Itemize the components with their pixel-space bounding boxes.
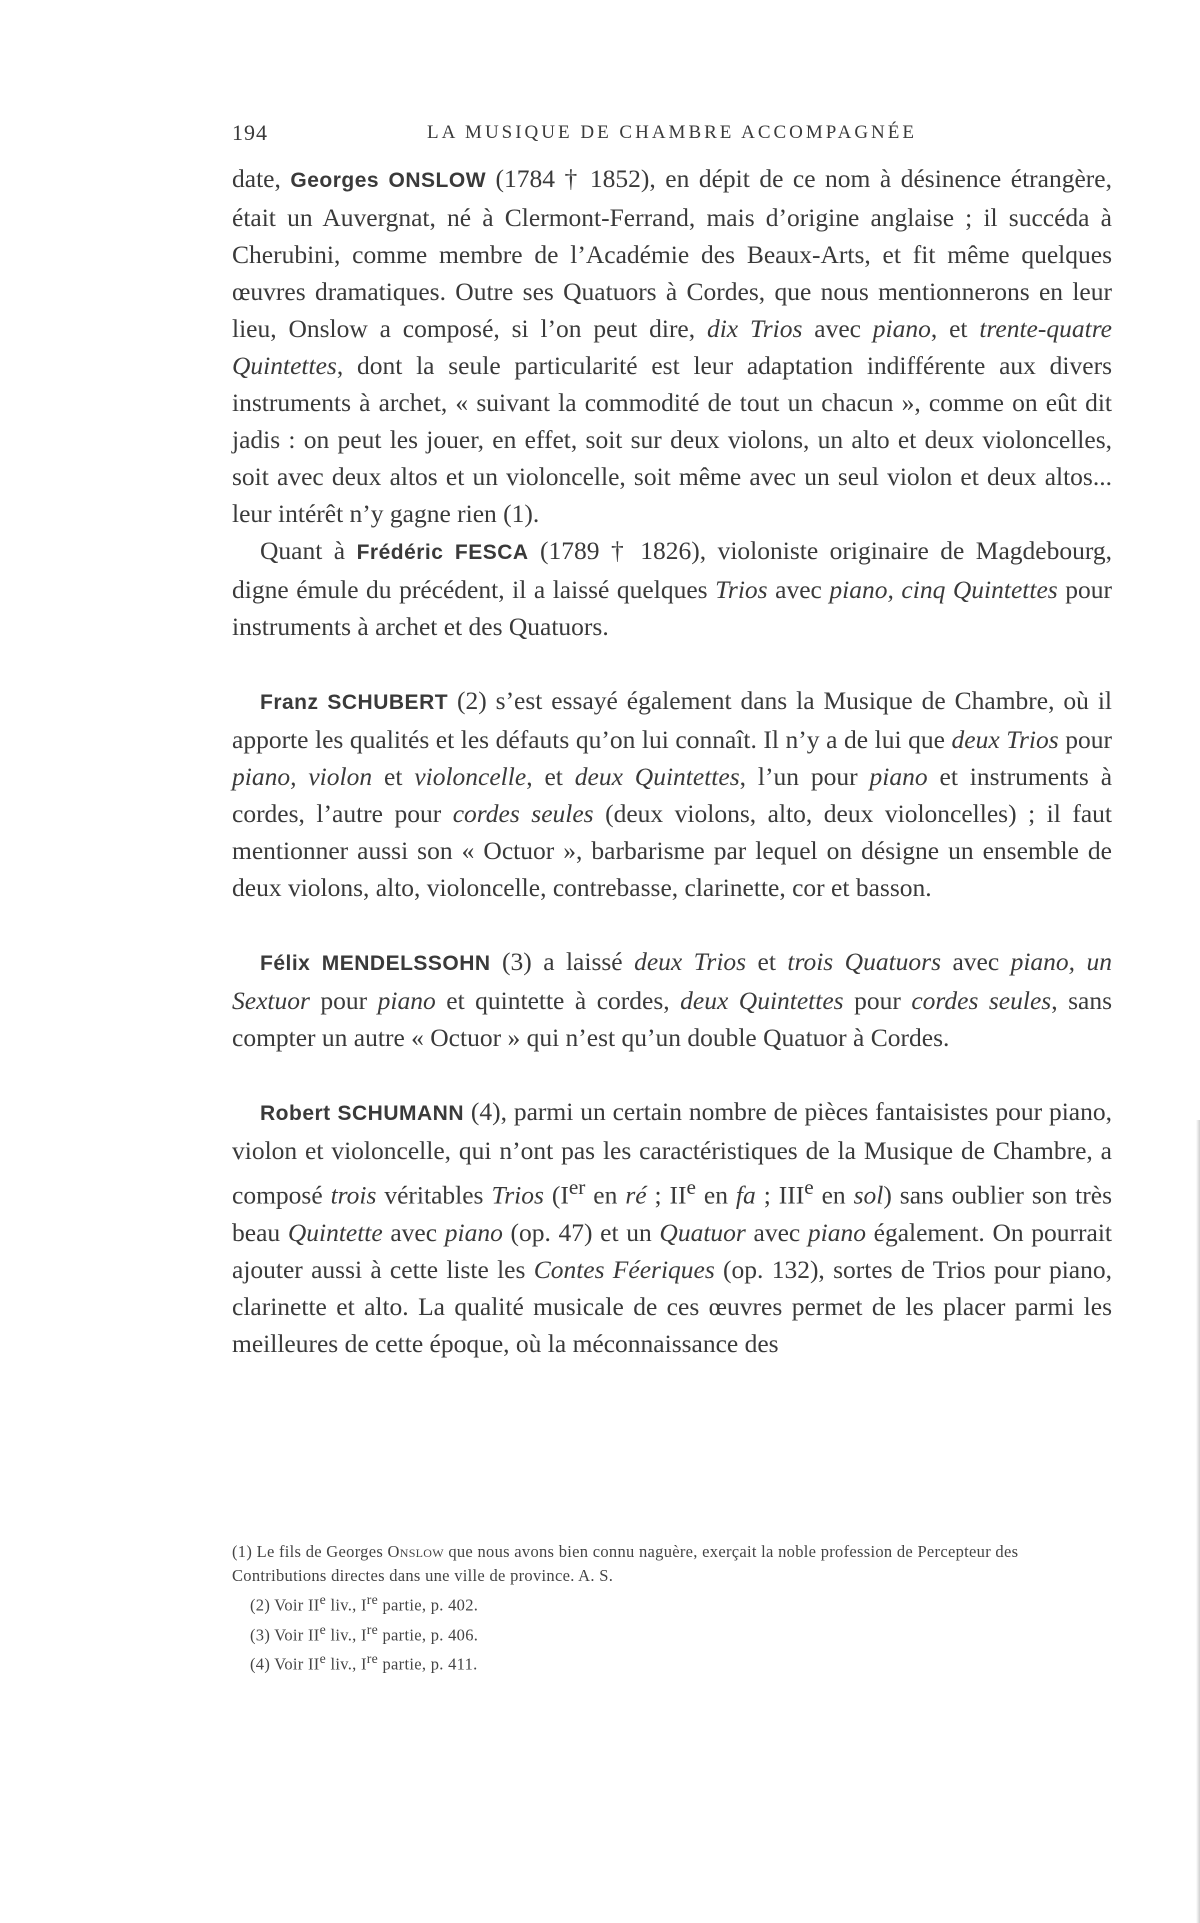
footnote-1 [232, 1540, 1112, 1588]
composer-name: Franz SCHUBERT [260, 691, 449, 714]
italic-span: deux Trios [634, 947, 747, 976]
text-span: ) sans oublier son très beau [232, 1180, 1112, 1247]
running-head [232, 120, 1112, 150]
italic-span: sol [853, 1180, 884, 1210]
text-span: Quant à [260, 536, 357, 565]
composer-name: Robert SCHUMANN [260, 1102, 464, 1125]
text-span: en [585, 1180, 626, 1210]
superscript: re [366, 1621, 379, 1637]
text-span: pour [843, 986, 912, 1015]
text-span: (3) a laissé [490, 947, 635, 976]
italic-span: piano, un Sextuor [232, 947, 1112, 1015]
footnotes [232, 1540, 1112, 1677]
text-span: liv., I [326, 1654, 367, 1674]
italic-span: Trios [715, 575, 768, 604]
text-span: également. On pourrait ajouter aussi à cette liste les [232, 1217, 1112, 1284]
text-span: et instruments à cordes, l’autre pour [232, 762, 1113, 828]
text-span: avec [941, 947, 1011, 976]
text-span: (1) Le fils de Georges [232, 1542, 388, 1561]
paragraph-mendelssohn [232, 943, 1112, 1056]
superscript: e [804, 1175, 814, 1199]
text-span: (op. 47) et un [502, 1217, 660, 1247]
italic-span: dix Trios [706, 314, 803, 343]
text-span: date, [232, 164, 291, 193]
italic-span: fa [735, 1180, 756, 1210]
text-span: , sans compter un autre « Octuor » qui n’est qu’un double Quatuor à Cordes. [232, 986, 1112, 1052]
footnote-4 [232, 1647, 1112, 1677]
text-span: partie, p. 411. [378, 1654, 478, 1674]
paragraph-schumann [232, 1093, 1112, 1362]
text-span: pour [309, 986, 378, 1015]
text-span: (2) s’est essayé également dans la Musique de Chambre, où il apporte les qualités et les défauts qu’on lui connaît. Il n’y a de lui que [232, 686, 1112, 754]
composer-name: Félix MENDELSSOHN [260, 952, 491, 975]
text-span: pour instruments à archet et des Quatuors. [232, 575, 1112, 641]
text-span: avec [745, 1217, 808, 1247]
italic-span: cordes seules [911, 986, 1052, 1015]
text-span: que nous avons bien connu naguère, exerçait la noble profession de Percepteur des Contributions directes dans une ville de province. A. S. [232, 1542, 1019, 1585]
text-span: ; III [755, 1180, 805, 1210]
text-span: en [813, 1180, 854, 1210]
footnote-2 [232, 1588, 1112, 1618]
text-span: et [746, 947, 788, 976]
italic-span: trois Quatuors [787, 947, 941, 976]
italic-span: piano, cinq Quintettes [829, 575, 1058, 604]
italic-span: Quintette [287, 1217, 383, 1247]
text-span: (1784 † 1852), en dépit de ce nom à désinence étrangère, était un Auvergnat, né à Clermont-Ferrand, mais d’origine anglaise ; il succéda à Cherubini, comme membre de l’Académie des Beaux-Arts, et fit même quelques œuvres dramatiques. Outre ses Quatuors à Cordes, que nous mentionnerons en leur lieu, Onslow a composé, si l’on peut dire, [232, 164, 1112, 343]
superscript: e [319, 1592, 327, 1607]
superscript: re [366, 1592, 379, 1607]
superscript: er [568, 1175, 586, 1199]
text-span: en [695, 1180, 736, 1210]
scan-edge-shadow [1196, 1120, 1200, 1923]
italic-span: deux Quintettes [574, 762, 740, 791]
running-title: LA MUSIQUE DE CHAMBRE ACCOMPAGNÉE [427, 122, 917, 143]
text-span: (2) Voir II [250, 1595, 320, 1615]
text-span: pour [1058, 725, 1112, 754]
italic-span: piano [869, 762, 928, 791]
text-span: (4) Voir II [250, 1654, 320, 1674]
italic-span: cordes seules [452, 799, 594, 828]
text-span: , et [526, 762, 575, 791]
text-span: partie, p. 406. [378, 1625, 479, 1644]
italic-span: Trios [491, 1180, 544, 1210]
text-span: (deux violons, alto, deux violoncelles) ; il faut mentionner aussi son « Octuor », barbarisme par lequel on désigne un ensemble de deux violons, alto, violoncelle, contrebasse, clarinette, cor et basson. [232, 799, 1112, 902]
superscript: e [319, 1651, 327, 1666]
text-span: (1789 † 1826), violoniste originaire de Magdebourg, digne émule du précédent, il a laissé quelques [232, 536, 1112, 604]
composer-name: Frédéric FESCA [356, 541, 529, 564]
page-number: 194 [232, 120, 268, 145]
superscript: e [319, 1621, 327, 1637]
italic-span: piano, violon [232, 762, 373, 791]
italic-span: trente-quatre Quintettes [232, 314, 1112, 380]
text-span: partie, p. 402. [378, 1595, 479, 1615]
italic-span: Quatuor [659, 1217, 746, 1247]
smallcaps-span: Onslow [387, 1542, 444, 1561]
italic-span: violoncelle [414, 762, 527, 791]
paragraph-onslow [232, 160, 1112, 532]
text-span: , l’un pour [739, 762, 870, 791]
text-span: (4), parmi un certain nombre de pièces fantaisistes pour piano, violon et violoncelle, qui n’ont pas les caractéristiques de la Musique de Chambre, a composé [232, 1097, 1112, 1210]
italic-span: piano [872, 314, 931, 343]
text-span: (I [543, 1180, 569, 1210]
composer-name: Georges ONSLOW [290, 169, 487, 192]
text-span: , dont la seule particularité est leur adaptation indifférente aux divers instruments à archet, « suivant la commodité de tout un chacun », comme on eût dit jadis : on peut les jouer, en effet, soit sur deux violons, un alto et deux violoncelles, soit avec deux altos et un violoncelle, soit même avec un seul violon et deux altos... leur intérêt n’y gagne rien (1). [232, 351, 1112, 528]
body-text [232, 160, 1112, 1362]
text-span: , et [930, 314, 980, 343]
text-span: liv., I [326, 1625, 367, 1644]
italic-span: piano [807, 1217, 866, 1247]
italic-span: Contes Féeriques [533, 1254, 715, 1284]
italic-span: ré [625, 1180, 647, 1210]
paragraph-fesca [232, 532, 1112, 645]
superscript: re [366, 1651, 379, 1666]
italic-span: piano [444, 1217, 503, 1247]
paragraph-schubert [232, 682, 1112, 906]
italic-span: piano [377, 986, 436, 1015]
italic-span: trois [330, 1180, 377, 1210]
text-span: avec [382, 1217, 445, 1247]
text-span: (op. 132), sortes de Trios pour piano, clarinette et alto. La qualité musicale de ces œuvres permet de les placer parmi les meilleures de cette époque, où la méconnaissance des [232, 1254, 1112, 1358]
superscript: e [686, 1175, 696, 1199]
text-span: ; II [646, 1180, 687, 1210]
text-span: avec [767, 575, 830, 604]
text-span: (3) Voir II [250, 1625, 320, 1644]
text-span: et quintette à cordes, [435, 986, 681, 1015]
italic-span: deux Quintettes [680, 986, 844, 1015]
text-span: liv., I [326, 1595, 367, 1615]
footnote-3 [232, 1618, 1112, 1648]
text-span: avec [802, 314, 873, 343]
text-span: et [372, 762, 415, 791]
italic-span: deux Trios [951, 725, 1059, 754]
text-span: véritables [376, 1180, 492, 1210]
